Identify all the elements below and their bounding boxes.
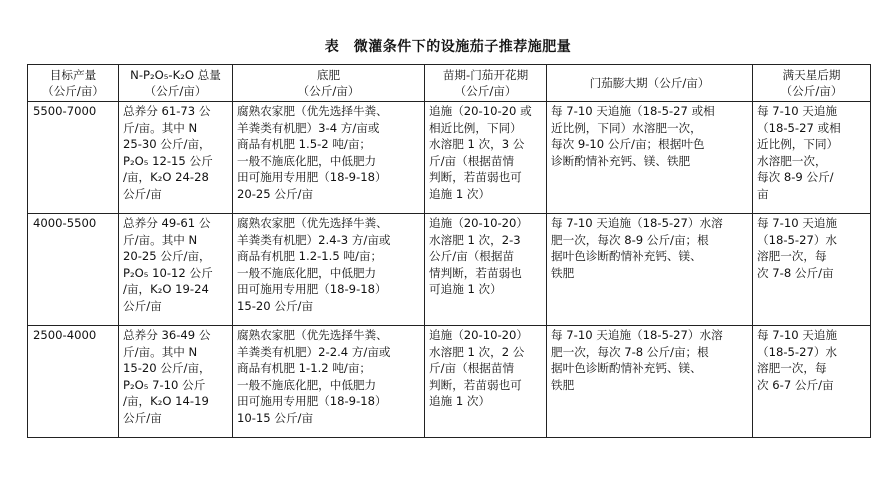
header-late-stage: 满天星后期 （公斤/亩） xyxy=(753,65,871,102)
seedling-stage-cell: 追施（20-10-20） 水溶肥 1 次，2 公 斤/亩（根据苗情 判断，若苗弱也可 追施 1 次） xyxy=(425,326,547,438)
late-stage-cell: 每 7-10 天追施 （18-5-27）水 溶肥一次，每 次 6-7 公斤/亩 xyxy=(753,326,871,438)
header-base-fertilizer: 底肥 （公斤/亩） xyxy=(233,65,425,102)
base-fertilizer-cell: 腐熟农家肥（优先选择牛粪、 羊粪类有机肥）3-4 方/亩或 商品有机肥 1.5-2 吨/亩； 一般不施底化肥，中低肥力 田可施用专用肥（18-9-18） 20-25 公斤/亩 xyxy=(233,102,425,214)
target-yield-cell: 2500-4000 xyxy=(28,326,119,438)
seedling-stage-cell: 追施（20-10-20） 水溶肥 1 次，2-3 公斤/亩（根据苗 情判断，若苗弱也 可追施 1 次） xyxy=(425,214,547,326)
target-yield-cell: 4000-5500 xyxy=(28,214,119,326)
npk-total-cell: 总养分 61-73 公 斤/亩。其中 N 25-30 公斤/亩， P₂O₅ 12-15 公斤 /亩，K₂O 24-28 公斤/亩 xyxy=(119,102,233,214)
header-seedling-stage: 苗期-门茄开花期 （公斤/亩） xyxy=(425,65,547,102)
header-npk-total: N-P₂O₅-K₂O 总量 （公斤/亩） xyxy=(119,65,233,102)
target-yield-cell: 5500-7000 xyxy=(28,102,119,214)
table-row xyxy=(28,102,871,214)
fruit-expansion-cell: 每 7-10 天追施（18-5-27 或相 近比例，下同）水溶肥一次， 每次 9-10 公斤/亩；根据叶色 诊断酌情补充钙、镁、铁肥 xyxy=(547,102,753,214)
header-fruit-expansion: 门茄膨大期（公斤/亩） xyxy=(547,65,753,102)
late-stage-cell: 每 7-10 天追施 （18-5-27）水 溶肥一次，每 次 7-8 公斤/亩 xyxy=(753,214,871,326)
fertilizer-table xyxy=(27,64,871,438)
table-title: 表 微灌条件下的设施茄子推荐施肥量 xyxy=(324,39,572,55)
fruit-expansion-cell: 每 7-10 天追施（18-5-27）水溶 肥一次，每次 8-9 公斤/亩；根 据叶色诊断酌情补充钙、镁、 铁肥 xyxy=(547,214,753,326)
table-row xyxy=(28,326,871,438)
table-row xyxy=(28,214,871,326)
fruit-expansion-cell: 每 7-10 天追施（18-5-27）水溶 肥一次，每次 7-8 公斤/亩；根 据叶色诊断酌情补充钙、镁、 铁肥 xyxy=(547,326,753,438)
seedling-stage-cell: 追施（20-10-20 或 相近比例，下同） 水溶肥 1 次，3 公 斤/亩（根据苗情 判断，若苗弱也可 追施 1 次） xyxy=(425,102,547,214)
npk-total-cell: 总养分 49-61 公 斤/亩。其中 N 20-25 公斤/亩， P₂O₅ 10-12 公斤 /亩，K₂O 19-24 公斤/亩 xyxy=(119,214,233,326)
base-fertilizer-cell: 腐熟农家肥（优先选择牛粪、 羊粪类有机肥）2.4-3 方/亩或 商品有机肥 1.2-1.5 吨/亩； 一般不施底化肥，中低肥力 田可施用专用肥（18-9-18） 15-20 公斤/亩 xyxy=(233,214,425,326)
late-stage-cell: 每 7-10 天追施 （18-5-27 或相 近比例，下同） 水溶肥一次， 每次 8-9 公斤/ 亩 xyxy=(753,102,871,214)
table-header-row xyxy=(28,65,871,102)
base-fertilizer-cell: 腐熟农家肥（优先选择牛粪、 羊粪类有机肥）2-2.4 方/亩或 商品有机肥 1-1.2 吨/亩； 一般不施底化肥，中低肥力 田可施用专用肥（18-9-18） 10-15 公斤/亩 xyxy=(233,326,425,438)
header-target-yield: 目标产量 （公斤/亩） xyxy=(28,65,119,102)
npk-total-cell: 总养分 36-49 公 斤/亩。其中 N 15-20 公斤/亩， P₂O₅ 7-10 公斤 /亩，K₂O 14-19 公斤/亩 xyxy=(119,326,233,438)
